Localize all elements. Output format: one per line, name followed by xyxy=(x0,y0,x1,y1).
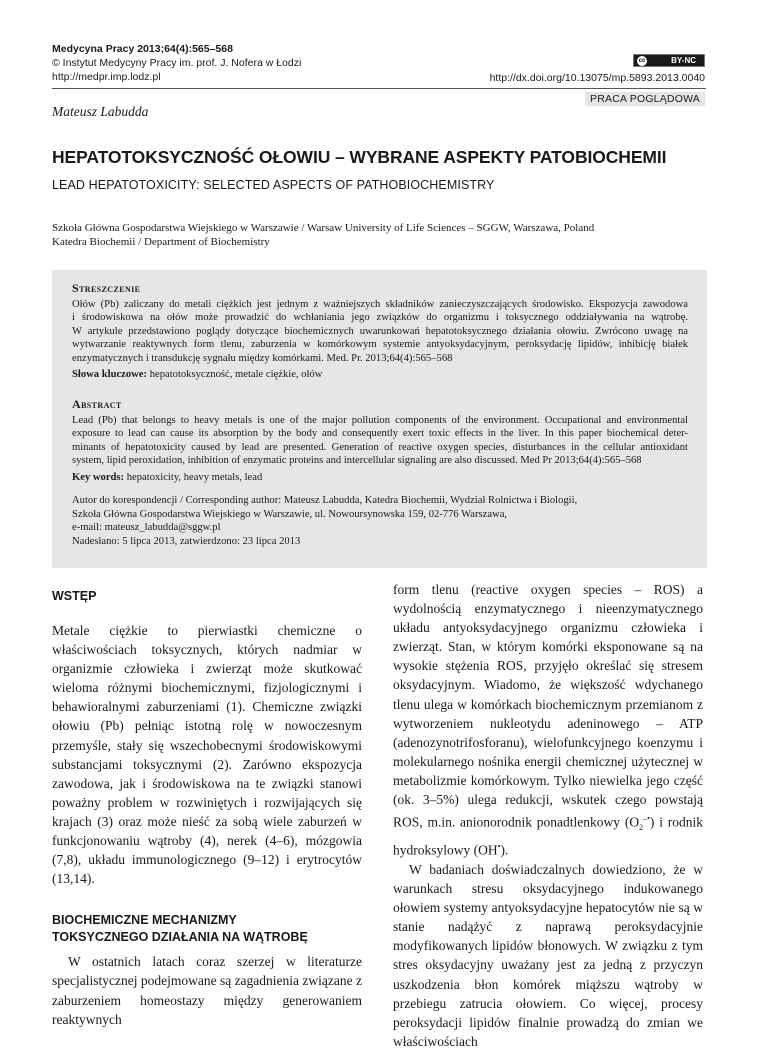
abstract-line: exposure to lead can cause its absorption by the body and consequently exert toxic effects in the liver. In this paper biochemical deter- xyxy=(72,428,688,440)
section-heading-introduction: WSTĘP xyxy=(52,589,97,603)
body-paragraph: W badaniach doświadczalnych dowiedziono, że w warunkach stresu oksydacyjnego indukowanego ołowiem systemy antyoksydacyjne hepatocytów nie są w stanie nadążyć z naprawą peroksydacyjnie modyfikowanych lipidów błonowych. W związku z tym stres oksydacyjny uważany jest za jedną z przyczyn uszkodzenia błon komórek miąższu wątroby w przebiegu zatrucia ołowiem. Co więcej, procesy peroksydacji lipidów finalnie prowadzą do zmian we właściwościach xyxy=(393,862,703,1049)
submission-dates: Nadesłano: 5 lipca 2013, zatwierdzono: 23 lipca 2013 xyxy=(72,535,301,547)
body-left-column xyxy=(52,580,362,1029)
article-title-english: LEAD HEPATOTOXICITY: SELECTED ASPECTS OF PATHOBIOCHEMISTRY xyxy=(52,178,495,192)
journal-title: Medycyna Pracy 2013;64(4):565–568 xyxy=(52,43,233,55)
body-paragraph xyxy=(393,580,703,860)
creative-commons-icon: cc xyxy=(638,58,646,64)
streszczenie-heading: Streszczenie xyxy=(72,281,141,295)
body-text: ) i rodnik hydroksylowy (OH xyxy=(393,814,703,858)
abstract-line: system, lipid peroxidation, inhibition of enzymatic proteins and intercellular signaling are also discussed. Med Pr 2013;64(4):565–568 xyxy=(72,455,642,467)
body-right-column xyxy=(393,580,703,1051)
keywords-label: Słowa kluczowe: xyxy=(72,368,148,380)
affiliation-university: Szkoła Główna Gospodarstwa Wiejskiego w Warszawie / Warsaw University of Life Sciences – SGGW, Warszawa, Poland xyxy=(52,222,595,234)
abstract-box xyxy=(52,270,707,568)
streszczenie-line: Ołów (Pb) zaliczany do metali ciężkich jest jednym z ważniejszych składników zanieczyszczających środowisko. Ekspozycja zawodowa xyxy=(72,298,688,310)
journal-copyright: © Instytut Medycyny Pracy im. prof. J. Nofera w Łodzi xyxy=(52,57,302,69)
streszczenie-line: wytwarzanie reaktywnych form tlenu, zaburzenia w komórkowym systemie antyoksydacyjnym, peroksydację lipidów, inhibicję białek xyxy=(72,339,688,351)
body-text: ). xyxy=(500,842,509,858)
journal-url[interactable]: http://medpr.imp.lodz.pl xyxy=(52,71,161,83)
abstract-heading: Abstract xyxy=(72,397,122,411)
abstract-line: minants of hepatotoxicity caused by lead are presented. Generation of reactive oxygen species, disturbances in the cellular antioxidant xyxy=(72,441,688,453)
article-title-polish: HEPATOTOKSYCZNOŚĆ OŁOWIU – WYBRANE ASPEKTY PATOBIOCHEMII xyxy=(52,147,667,167)
correspondence-line: Szkoła Główna Gospodarstwa Wiejskiego w Warszawie, ul. Nowoursynowska 159, 02-776 Warszawa, xyxy=(72,508,508,520)
keywords-label: Key words: xyxy=(72,471,125,483)
body-paragraph: W ostatnich latach coraz szerzej w literaturze specjalistycznej podejmowane są zagadnienia związane z zaburzeniem homeostazy między generowaniem reaktywnych xyxy=(52,954,362,1027)
abstract-line: Lead (Pb) that belongs to heavy metals is one of the major pollution components of the environment. Occupational and environmental xyxy=(72,414,688,426)
abstract-section xyxy=(72,398,688,485)
streszczenie-keywords xyxy=(72,368,688,382)
superscript: –• xyxy=(643,814,650,824)
streszczenie-line: W artykule przedstawiono poglądy dotyczące biochemicznych uwarunkowań hepatotoksycznego działania ołowiu. Zwrócono uwagę na xyxy=(72,325,688,337)
correspondence-email[interactable]: e-mail: mateusz_labudda@sggw.pl xyxy=(72,522,221,534)
correspondence-line: Autor do korespondencji / Corresponding author: Mateusz Labudda, Katedra Biochemii, Wydział Rolnictwa i Biologii, xyxy=(72,495,578,506)
affiliation-department: Katedra Biochemii / Department of Biochemistry xyxy=(52,236,270,248)
section-heading-line: BIOCHEMICZNE MECHANIZMY xyxy=(52,913,237,928)
header-divider xyxy=(52,88,706,89)
section-heading-line: TOKSYCZNEGO DZIAŁANIA NA WĄTROBĘ xyxy=(52,930,308,945)
cc-license-badge[interactable] xyxy=(633,54,705,67)
body-text: form tlenu (reactive oxygen species – ROS) a wydolnością enzymatycznego i nieenzymatycznego układu antyoksydacyjnego organizmu człowieka i zwierząt. Stan, w którym komórki eksponowane są na wysokie stężenia ROS, przyjęło określać się stresem oksydacyjnym. Wiadomo, że większość wdychanego tlenu ulega w komórkach biochemicznym przemianom z wytworzeniem nukleotydu adeninowego – ATP (adenozynotrifosforanu), wielofunkcyjnego koenzymu i molekularnego nośnika energii chemicznej użytecznej w metabolizmie komórkowym. Tylko niewielka jego część (ok. 3–5%) ulega redukcji, wskutek czego powstają ROS, m.in. anionorodnik ponadtlenkowy (O xyxy=(393,582,703,830)
correspondence-section xyxy=(72,494,688,548)
author-name: Mateusz Labudda xyxy=(52,104,149,119)
superscript: • xyxy=(497,842,501,852)
streszczenie-line: i środowiskowa na ołów może prowadzić do wchłaniania jego związków do organizmu i toksycznego oddziaływania na wątrobę. xyxy=(72,312,688,324)
keywords-text: hepatoxicity, heavy metals, lead xyxy=(126,471,263,483)
streszczenie-section xyxy=(72,282,688,381)
streszczenie-line: enzymatycznych i transdukcję sygnału między komórkami. Med. Pr. 2013;64(4):565–568 xyxy=(72,352,453,364)
keywords-text: hepatotoksyczność, metale ciężkie, ołów xyxy=(149,368,323,380)
abstract-keywords xyxy=(72,471,688,485)
cc-license-label: BY-NC xyxy=(671,56,696,65)
subscript: 2 xyxy=(639,823,644,833)
section-heading-mechanisms xyxy=(52,912,362,946)
article-type-label: PRACA POGLĄDOWA xyxy=(585,92,705,106)
body-paragraph: Metale ciężkie to pierwiastki chemiczne o właściwościach toksycznych, których nadmiar w organizmie człowieka i zwierząt może skutkować wieloma różnymi biochemicznymi, fizjologicznymi i behawioralnymi zaburzeniami (1). Chemiczne związki ołowiu (Pb) pełniąc istotną rolę w nowoczesnym przemyśle, stały się wszechobecnymi środowiskowymi substancjami toksycznymi (2). Zarówno ekspozycja zawodowa, jak i środowiskowa na te związki stanowi poważny problem w rozwiniętych i rozwijających się krajach (3) oraz może nieść za sobą wiele zaburzeń w funkcjonowaniu wątroby (4), nerek (4–6), mózgowia (7,8), układu immunologicznego (9–12) i erytrocytów (13,14). xyxy=(52,623,362,887)
doi-link[interactable]: http://dx.doi.org/10.13075/mp.5893.2013.0040 xyxy=(489,72,705,84)
